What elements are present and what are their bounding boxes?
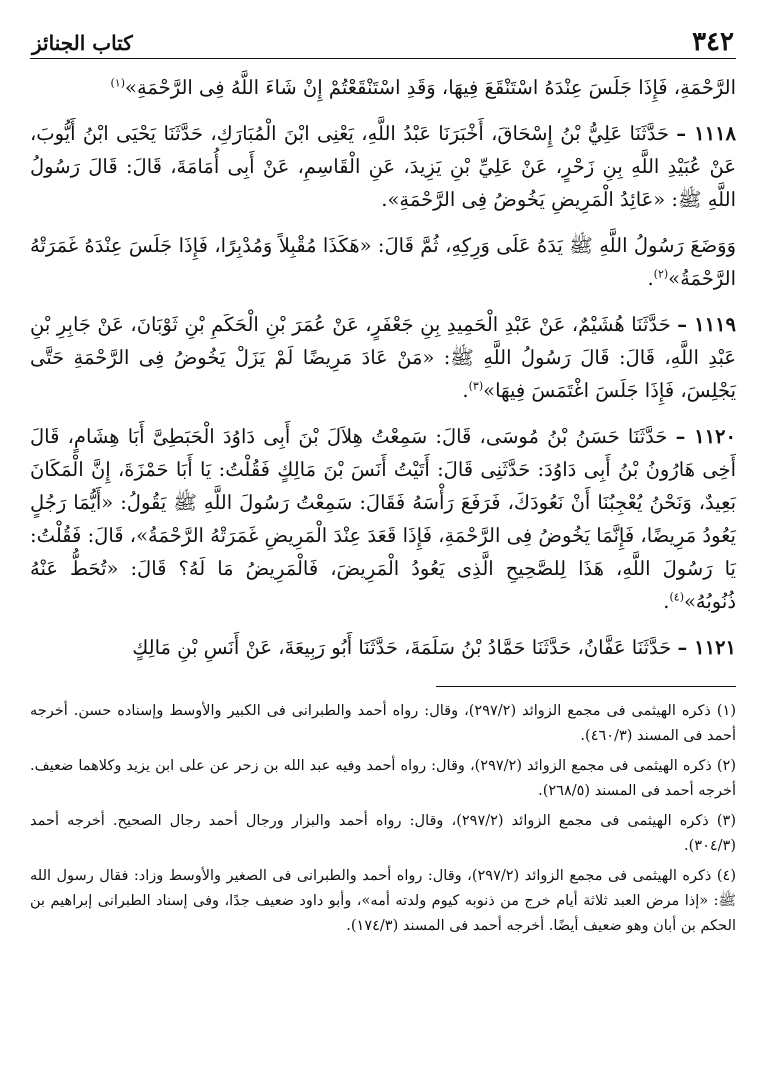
- paragraph-text: الرَّحْمَةِ، فَإِذَا جَلَسَ عِنْدَهُ اسْتَنْقَعَ فِيهَا، وَقَدِ اسْتَنْقَعْتُمْ إِنْ شَاءَ اللَّهُ فِى الرَّحْمَةِ»: [125, 76, 736, 99]
- footnote-ref: (١): [110, 76, 126, 90]
- footnote: (٣) ذكره الهيثمى فى مجمع الزوائد (٢٩٧/٢)، وقال: رواه أحمد والبزار ورجال أحمد رجال الصحيح. أخرجه أحمد (٣٠٤/٣).: [30, 813, 736, 854]
- footnote-ref: (٣): [468, 379, 484, 393]
- hadith-text: حَدَّثَنَا هُشَيْمٌ، عَنْ عَبْدِ الْحَمِيدِ بِنِ جَعْفَرٍ، عَنْ عُمَرَ بْنِ الْحَكَمِ بْنِ ثَوْبَانَ، عَنْ جَابِرِ بْنِ عَبْدِ اللَّهِ، قَالَ: قَالَ رَسُولُ اللَّهِ ﷺ: «مَنْ عَادَ مَرِيضًا لَمْ يَزَلْ يَخُوضُ فِى الرَّحْمَةِ حَتَّى يَجْلِسَ، فَإِذَا جَلَسَ اغْتَمَسَ فِيهَا»: [30, 313, 736, 402]
- hadith-text: حَدَّثَنَا حَسَنُ بْنُ مُوسَى، قَالَ: سَمِعْتُ هِلاَلَ بْنَ أَبِى دَاوُدَ الْحَبَطِىَّ أَبَا هِشَامٍ، قَالَ أَخِى هَارُونُ بْنُ أَبِى دَاوُدَ: حَدَّثَنِى قَالَ: أَتَيْتُ أَنَسَ بْنَ مَالِكٍ فَقُلْتُ: يَا أَبَا حَمْزَةَ، إِنَّ الْمَكَانَ بَعِيدٌ، وَنَحْنُ يُعْجِبُنَا أَنْ نَعُودَكَ، فَرَفَعَ رَأْسَهُ فَقَالَ: سَمِعْتُ رَسُولَ اللَّهِ ﷺ يَقُولُ: «أَيُّمَا رَجُلٍ يَعُودُ مَرِيضًا، فَإِنَّمَا يَخُوضُ فِى الرَّحْمَةِ، فَإِذَا قَعَدَ عِنْدَ الْمَرِيضِ غَمَرَتْهُ الرَّحْمَةُ»، قَالَ: فَقُلْتُ: يَا رَسُولَ اللَّهِ، هَذَا لِلصَّحِيحِ الَّذِى يَعُودُ الْمَرِيضَ، فَالْمَرِيضُ مَا لَهُ؟ قَالَ: «تُحَطُّ عَنْهُ ذُنُوبُهُ»: [30, 425, 736, 613]
- footnote: (٤) ذكره الهيثمى فى مجمع الزوائد (٢٩٧/٢)، وقال: رواه أحمد والطبرانى فى الصغير والأوسط وزاد: فقال رسول الله ﷺ: «إذا مرض العبد ثلاثة أيام خرج من ذنوبه كيوم ولدته أمه»، وأبو داود ضعيف جدًا، وفى إسناد الطبرانى إبراهيم بن الحكم بن أبان وهو ضعيف أيضًا. أخرجه أحمد فى المسند (١٧٤/٣).: [30, 868, 736, 934]
- footnote-ref: (٤): [669, 590, 684, 604]
- footnote: (١) ذكره الهيثمى فى مجمع الزوائد (٢٩٧/٢)، وقال: رواه أحمد والطبرانى فى الكبير والأوسط وإسناده حسن. أخرجه أحمد فى المسند (٤٦٠/٣).: [30, 703, 736, 744]
- hadith-text: حَدَّثَنَا عَفَّانُ، حَدَّثَنَا حَمَّادُ بْنُ سَلَمَةَ، حَدَّثَنَا أَبُو رَبِيعَةَ، عَنْ أَنَسِ بْنِ مَالِكٍ: [132, 636, 672, 659]
- hadith-number: ١١١٨ –: [676, 122, 737, 145]
- footnote-divider: [436, 686, 736, 687]
- footnote: (٢) ذكره الهيثمى فى مجمع الزوائد (٢٩٧/٢)، وقال: رواه أحمد وفيه عبد الله بن زحر عن على ابن يزيد وكلاهما ضعيف. أخرجه أحمد فى المسند (٢٦٨/٥).: [30, 758, 736, 799]
- page-number: ٣٤٢: [692, 27, 734, 57]
- footnotes: [30, 699, 736, 939]
- hadith-text: وَوَضَعَ رَسُولُ اللَّهِ ﷺ يَدَهُ عَلَى وَرِكِهِ، ثُمَّ قَالَ: «هَكَذَا مُقْبِلاً وَمُدْبِرًا، فَإِذَا جَلَسَ عِنْدَهُ غَمَرَتْهُ الرَّحْمَةُ»: [30, 234, 736, 290]
- book-page: [30, 28, 736, 1078]
- hadith-1119: ١١١٩ – حَدَّثَنَا هُشَيْمٌ، عَنْ عَبْدِ الْحَمِيدِ بِنِ جَعْفَرٍ، عَنْ عُمَرَ بْنِ الْحَكَمِ بْنِ ثَوْبَانَ، عَنْ جَابِرِ بْنِ عَبْدِ اللَّهِ، قَالَ: قَالَ رَسُولُ اللَّهِ ﷺ: «مَنْ عَادَ مَرِيضًا لَمْ يَزَلْ يَخُوضُ فِى الرَّحْمَةِ حَتَّى يَجْلِسَ، فَإِذَا جَلَسَ اغْتَمَسَ فِيهَا»$^{(٣)}$.: [30, 313, 736, 402]
- footnote-ref: (٢): [653, 267, 669, 281]
- paragraph-continuation: [30, 71, 736, 104]
- hadith-number: ١١٢٠ –: [675, 425, 737, 448]
- page-title: كتاب الجنائز: [32, 31, 133, 55]
- hadith-1118-continuation: وَوَضَعَ رَسُولُ اللَّهِ ﷺ يَدَهُ عَلَى وَرِكِهِ، ثُمَّ قَالَ: «هَكَذَا مُقْبِلاً وَمُدْبِرًا، فَإِذَا جَلَسَ عِنْدَهُ غَمَرَتْهُ الرَّحْمَةُ»$^{(٢)}$.: [30, 234, 736, 290]
- page-header: [30, 28, 736, 59]
- hadith-1121: [30, 631, 736, 664]
- main-text: [30, 71, 736, 664]
- hadith-1120: ١١٢٠ – حَدَّثَنَا حَسَنُ بْنُ مُوسَى، قَالَ: سَمِعْتُ هِلاَلَ بْنَ أَبِى دَاوُدَ الْحَبَطِىَّ أَبَا هِشَامٍ، قَالَ أَخِى هَارُونُ بْنُ أَبِى دَاوُدَ: حَدَّثَنِى قَالَ: أَتَيْتُ أَنَسَ بْنَ مَالِكٍ فَقُلْتُ: يَا أَبَا حَمْزَةَ، إِنَّ الْمَكَانَ بَعِيدٌ، وَنَحْنُ يُعْجِبُنَا أَنْ نَعُودَكَ، فَرَفَعَ رَأْسَهُ فَقَالَ: سَمِعْتُ رَسُولَ اللَّهِ ﷺ يَقُولُ: «أَيُّمَا رَجُلٍ يَعُودُ مَرِيضًا، فَإِنَّمَا يَخُوضُ فِى الرَّحْمَةِ، فَإِذَا قَعَدَ عِنْدَ الْمَرِيضِ غَمَرَتْهُ الرَّحْمَةُ»، قَالَ: فَقُلْتُ: يَا رَسُولَ اللَّهِ، هَذَا لِلصَّحِيحِ الَّذِى يَعُودُ الْمَرِيضَ، فَالْمَرِيضُ مَا لَهُ؟ قَالَ: «تُحَطُّ عَنْهُ ذُنُوبُهُ»$^{(٤)}$.: [30, 425, 737, 613]
- hadith-number: ١١١٩ –: [677, 313, 736, 336]
- hadith-number: ١١٢١ –: [677, 636, 736, 659]
- hadith-text: حَدَّثَنَا عَلِيُّ بْنُ إِسْحَاقَ، أَخْبَرَنَا عَبْدُ اللَّهِ، يَعْنِى ابْنَ الْمُبَارَكِ، حَدَّثَنَا يَحْيَى ابْنُ أَيُّوبَ، عَنْ عُبَيْدِ اللَّهِ بِنِ زَحْرٍ، عَنْ عَلِيِّ بْنِ يَزِيدَ، عَنِ الْقَاسِمِ، عَنْ أَبِى أُمَامَةَ، قَالَ: قَالَ رَسُولُ اللَّهِ ﷺ: «عَائِدُ الْمَرِيضِ يَخُوضُ فِى الرَّحْمَةِ».: [30, 122, 736, 211]
- hadith-1118: [30, 117, 736, 216]
